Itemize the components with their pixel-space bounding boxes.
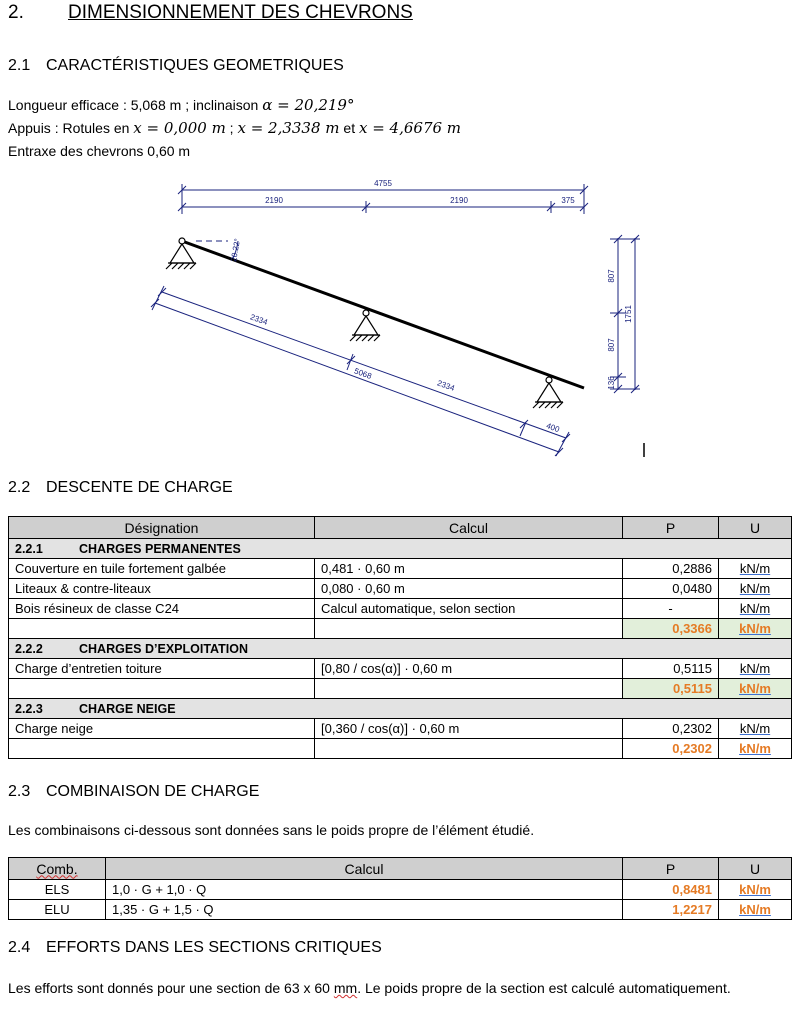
section-number: 2.4 bbox=[8, 939, 31, 956]
table-row: Bois résineux de classe C24 Calcul automatique, selon section - kN/m bbox=[9, 599, 792, 619]
heading-title: DIMENSIONNEMENT DES CHEVRONS bbox=[68, 2, 413, 23]
page-heading bbox=[8, 2, 413, 24]
col-header-p: P bbox=[623, 517, 719, 539]
col-header-u: U bbox=[719, 517, 792, 539]
table-row: Couverture en tuile fortement galbée 0,481 · 0,60 m 0,2886 kN/m bbox=[9, 559, 792, 579]
section-title: CARACTÉRISTIQUES GEOMETRIQUES bbox=[46, 57, 344, 74]
geometry-text bbox=[8, 94, 461, 163]
dim-h3-label: 375 bbox=[561, 196, 575, 205]
col-header-designation: Désignation bbox=[9, 517, 315, 539]
total-row: 0,2302 kN/m bbox=[9, 739, 792, 759]
dim-s3-label: 400 bbox=[545, 421, 561, 435]
geometry-line-2: Appuis : Rotules en x = 0,000 m ; x = 2,3338 m et x = 4,6676 m bbox=[8, 119, 462, 137]
section-2-2-title bbox=[8, 479, 233, 497]
dim-v2-label: 807 bbox=[607, 338, 616, 352]
section-title: DESCENTE DE CHARGE bbox=[46, 479, 233, 496]
table-row: Liteaux & contre-liteaux 0,080 · 0,60 m 0,0480 kN/m bbox=[9, 579, 792, 599]
angle-label: 20.22° bbox=[229, 237, 243, 263]
col-header-p: P bbox=[623, 858, 719, 880]
total-row: 0,5115 kN/m bbox=[9, 679, 792, 699]
section-2-1-title bbox=[8, 57, 344, 75]
table-row: ELS 1,0 · G + 1,0 · Q 0,8481 kN/m bbox=[9, 880, 792, 900]
dim-s1-label: 2334 bbox=[248, 312, 269, 327]
dim-len-label: 5068 bbox=[352, 366, 373, 381]
dim-h2-label: 2190 bbox=[450, 196, 468, 205]
dim-h1-label: 2190 bbox=[265, 196, 283, 205]
section-title: EFFORTS DANS LES SECTIONS CRITIQUES bbox=[46, 939, 382, 956]
section-2-3-title bbox=[8, 783, 259, 801]
load-table bbox=[8, 516, 792, 759]
dim-line-sloped-length bbox=[155, 303, 559, 452]
geometry-line-1: Longueur efficace : 5,068 m ; inclinaison α = 20,219° bbox=[8, 96, 355, 114]
group-header: 2.2.3 CHARGE NEIGE bbox=[9, 699, 792, 719]
support-middle bbox=[350, 310, 380, 341]
group-header: 2.2.2 CHARGES D’EXPLOITATION bbox=[9, 639, 792, 659]
dim-total-label: 4755 bbox=[374, 179, 392, 188]
dim-vtot-label: 1751 bbox=[624, 305, 633, 323]
col-header-calcul: Calcul bbox=[315, 517, 623, 539]
col-header-calcul: Calcul bbox=[106, 858, 623, 880]
dim-v1-label: 807 bbox=[607, 269, 616, 283]
support-left bbox=[166, 238, 196, 269]
col-header-u: U bbox=[719, 858, 792, 880]
section-number: 2.1 bbox=[8, 57, 31, 74]
section-title: COMBINAISON DE CHARGE bbox=[46, 783, 260, 800]
col-header-comb: Comb. bbox=[9, 858, 106, 880]
combo-intro: Les combinaisons ci-dessous sont données sans le poids propre de l’élément étudié. bbox=[8, 822, 535, 838]
section-number: 2.2 bbox=[8, 479, 31, 496]
dim-s2-label: 2334 bbox=[435, 378, 456, 393]
table-row: Charge neige [0,360 / cos(α)] · 0,60 m 0,2302 kN/m bbox=[9, 719, 792, 739]
section-2-4-title bbox=[8, 939, 382, 957]
geometry-line-3: Entraxe des chevrons 0,60 m bbox=[8, 143, 191, 159]
rafter-beam bbox=[182, 241, 584, 388]
total-row: 0,3366 kN/m bbox=[9, 619, 792, 639]
support-right bbox=[533, 377, 563, 408]
rafter-diagram bbox=[0, 170, 800, 470]
combo-table bbox=[8, 857, 792, 920]
section-number: 2.3 bbox=[8, 783, 31, 800]
table-row: Charge d’entretien toiture [0,80 / cos(α)] · 0,60 m 0,5115 kN/m bbox=[9, 659, 792, 679]
dim-v3-label: 136 bbox=[607, 376, 616, 390]
table-row: ELU 1,35 · G + 1,5 · Q 1,2217 kN/m bbox=[9, 900, 792, 920]
group-header: 2.2.1 CHARGES PERMANENTES bbox=[9, 539, 792, 559]
efforts-text: Les efforts sont donnés pour une section de 63 x 60 mm. Le poids propre de la section est calculé automatiquement. bbox=[8, 980, 731, 996]
heading-number: 2. bbox=[8, 2, 24, 23]
